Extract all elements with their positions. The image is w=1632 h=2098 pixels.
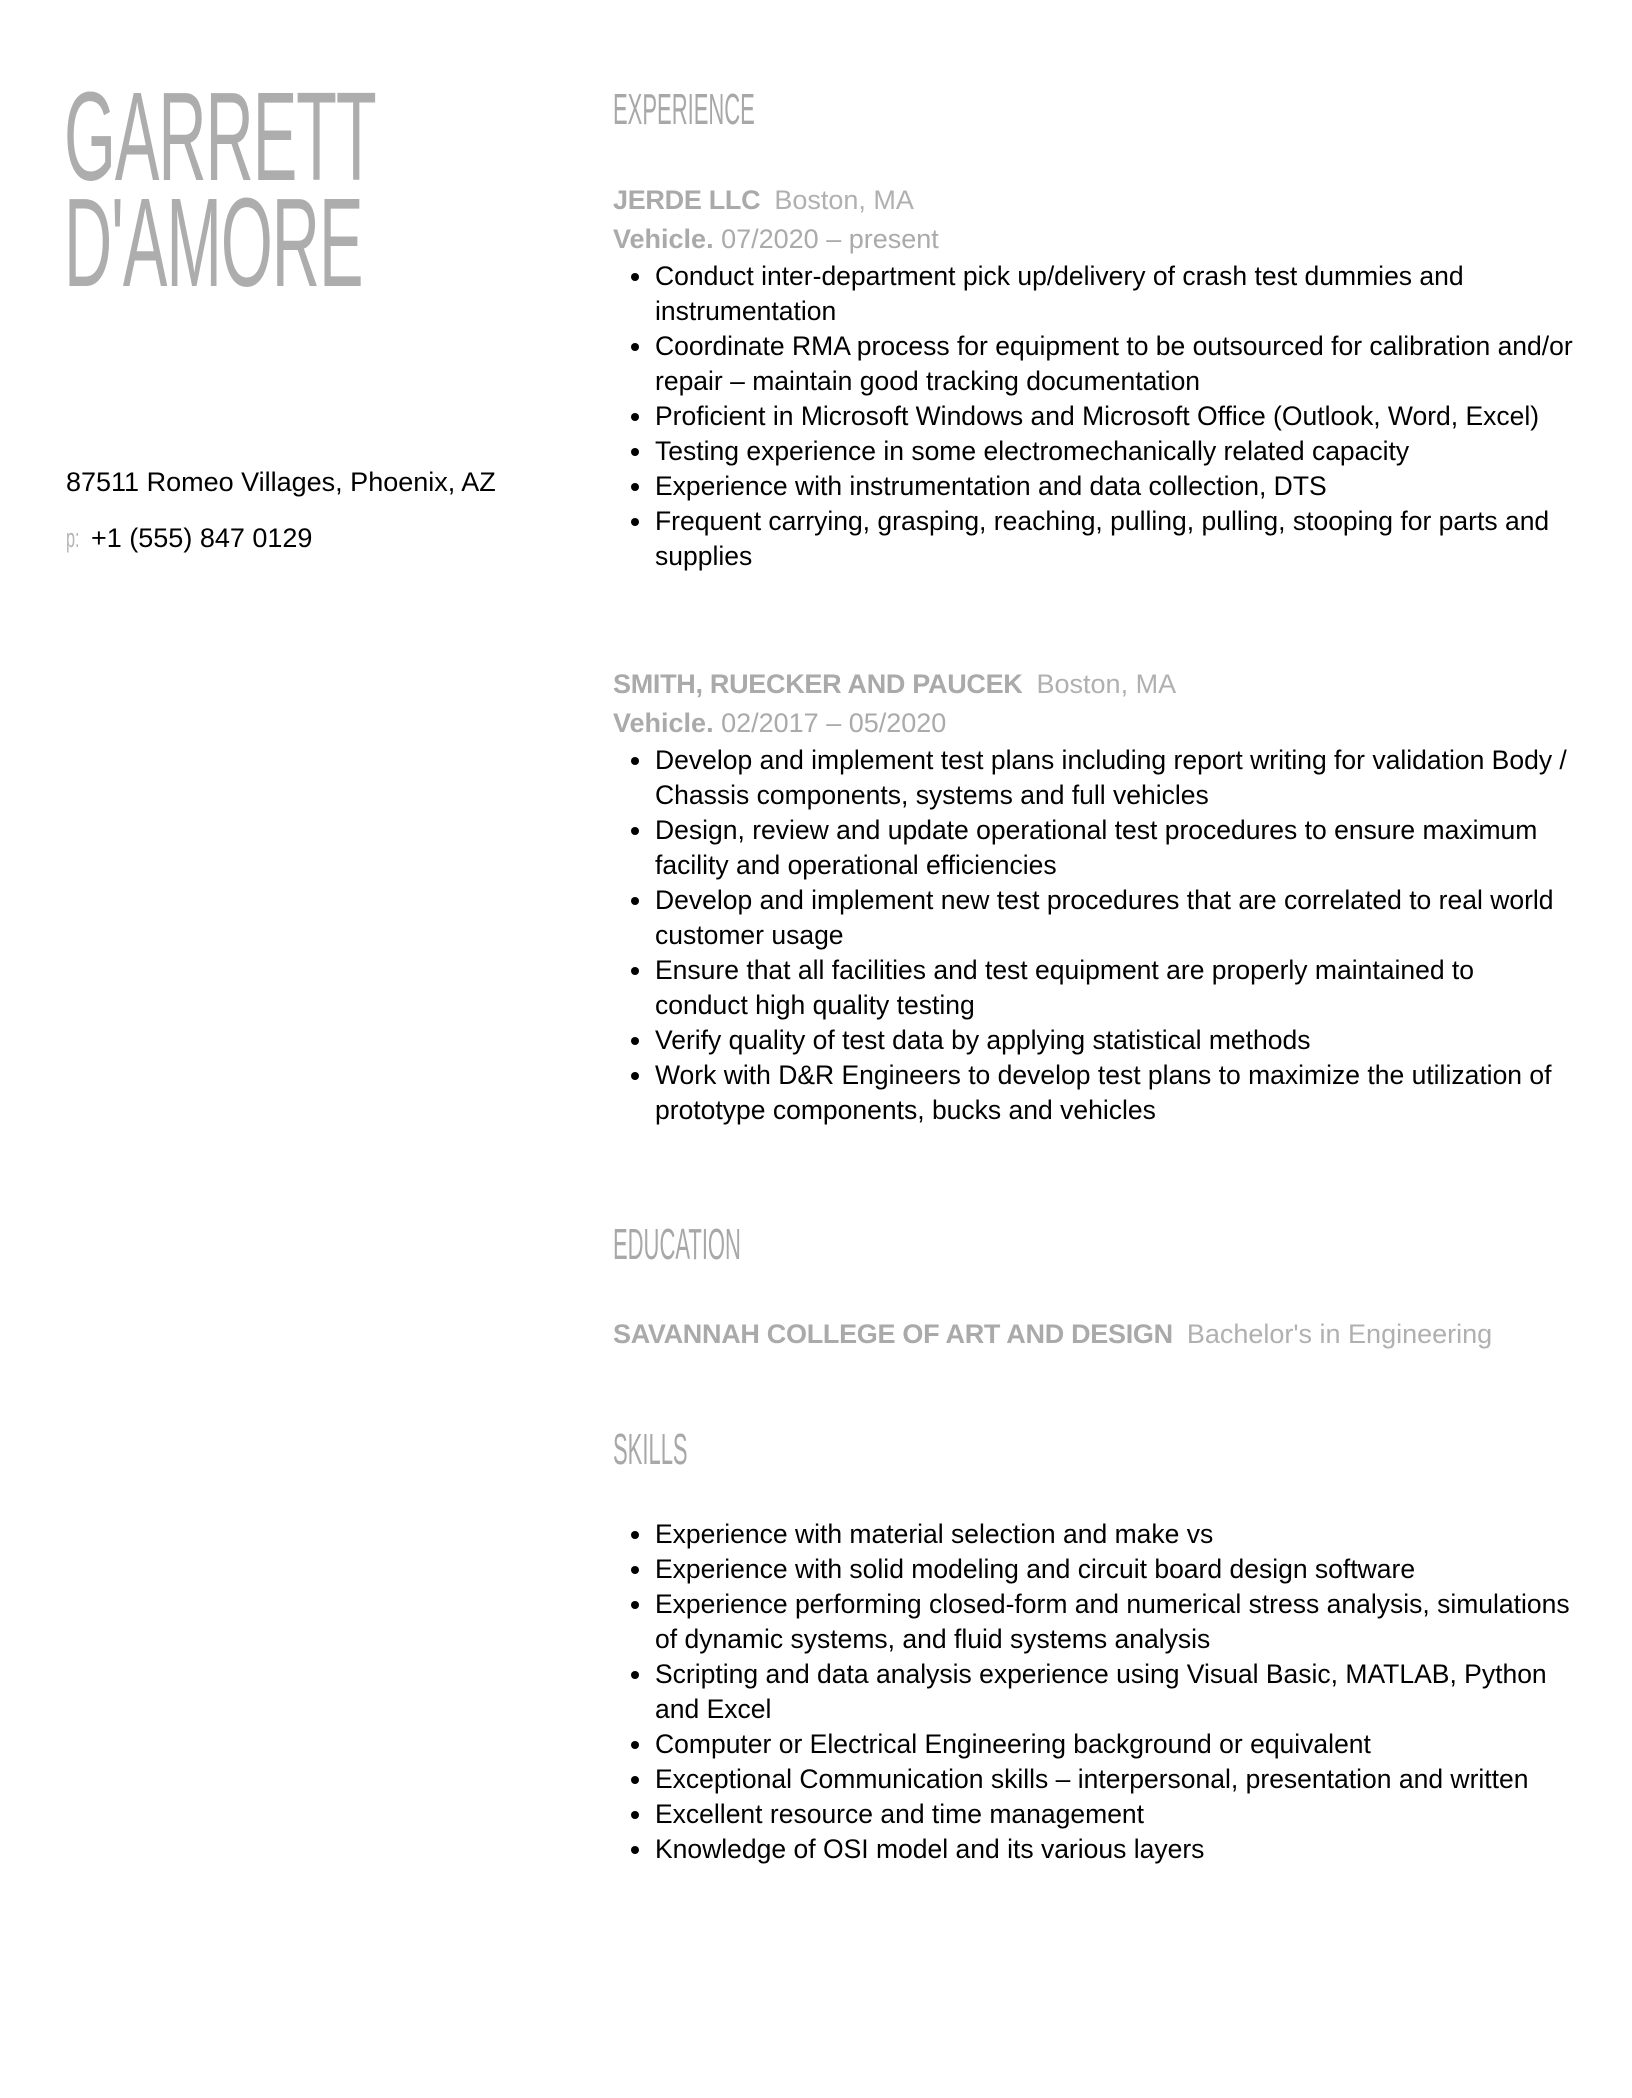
company-name: SMITH, RUECKER AND PAUCEK <box>613 669 1023 699</box>
job-header <box>613 181 1573 220</box>
job-location: Boston, MA <box>774 185 914 215</box>
skills-list <box>613 1517 1573 1867</box>
skill-item: Experience with material selection and make vs <box>613 1517 1573 1552</box>
job-dates: 02/2017 – 05/2020 <box>721 708 947 738</box>
phone-label: p: <box>66 523 80 553</box>
education-entry <box>613 1316 1492 1352</box>
skill-item: Experience with solid modeling and circuit board design software <box>613 1552 1573 1587</box>
skills-list-wrap <box>613 1517 1573 1867</box>
skill-item: Computer or Electrical Engineering background or equivalent <box>613 1727 1573 1762</box>
skill-item: Excellent resource and time management <box>613 1797 1573 1832</box>
bullet-item: Conduct inter-department pick up/delivery of crash test dummies and instrumentation <box>613 259 1573 329</box>
skill-item: Exceptional Communication skills – interpersonal, presentation and written <box>613 1762 1573 1797</box>
degree: Bachelor's in Engineering <box>1186 1319 1493 1349</box>
skill-item: Experience performing closed-form and numerical stress analysis, simulations of dynamic systems, and fluid systems analysis <box>613 1587 1573 1657</box>
education-heading: EDUCATION <box>613 1220 741 1269</box>
phone-row <box>66 518 496 574</box>
bullet-item: Develop and implement new test procedures that are correlated to real world customer usage <box>613 883 1573 953</box>
job-bullets <box>613 259 1573 574</box>
last-name: D'AMORE <box>64 172 363 313</box>
school-name: SAVANNAH COLLEGE OF ART AND DESIGN <box>613 1319 1173 1349</box>
company-name: JERDE LLC <box>613 185 761 215</box>
skills-heading: SKILLS <box>613 1425 688 1474</box>
bullet-item: Experience with instrumentation and data collection, DTS <box>613 469 1573 504</box>
job-bullets <box>613 743 1573 1128</box>
job-role: Vehicle. <box>613 708 714 738</box>
candidate-name <box>64 66 652 313</box>
bullet-item: Work with D&R Engineers to develop test plans to maximize the utilization of prototype components, bucks and vehicles <box>613 1058 1573 1128</box>
bullet-item: Frequent carrying, grasping, reaching, pulling, pulling, stooping for parts and supplies <box>613 504 1573 574</box>
bullet-item: Develop and implement test plans including report writing for validation Body / Chassis components, systems and full vehicles <box>613 743 1573 813</box>
job-header <box>613 665 1573 704</box>
phone-number: +1 (555) 847 0129 <box>91 523 313 553</box>
bullet-item: Proficient in Microsoft Windows and Microsoft Office (Outlook, Word, Excel) <box>613 399 1573 434</box>
address: 87511 Romeo Villages, Phoenix, AZ <box>66 467 496 497</box>
job-role: Vehicle. <box>613 224 714 254</box>
bullet-item: Design, review and update operational test procedures to ensure maximum facility and operational efficiencies <box>613 813 1573 883</box>
job-entry <box>613 665 1573 1128</box>
bullet-item: Coordinate RMA process for equipment to be outsourced for calibration and/or repair – maintain good tracking documentation <box>613 329 1573 399</box>
job-role-dates <box>613 220 1573 259</box>
bullet-item: Verify quality of test data by applying statistical methods <box>613 1023 1573 1058</box>
skill-item: Knowledge of OSI model and its various layers <box>613 1832 1573 1867</box>
experience-heading: EXPERIENCE <box>613 85 755 134</box>
job-dates: 07/2020 – present <box>721 224 939 254</box>
job-role-dates <box>613 704 1573 743</box>
job-location: Boston, MA <box>1036 669 1177 699</box>
first-name: GARRETT <box>64 66 376 207</box>
bullet-item: Testing experience in some electromechanically related capacity <box>613 434 1573 469</box>
contact-info <box>66 462 496 574</box>
bullet-item: Ensure that all facilities and test equipment are properly maintained to conduct high quality testing <box>613 953 1573 1023</box>
skill-item: Scripting and data analysis experience using Visual Basic, MATLAB, Python and Excel <box>613 1657 1573 1727</box>
job-entry <box>613 181 1573 574</box>
